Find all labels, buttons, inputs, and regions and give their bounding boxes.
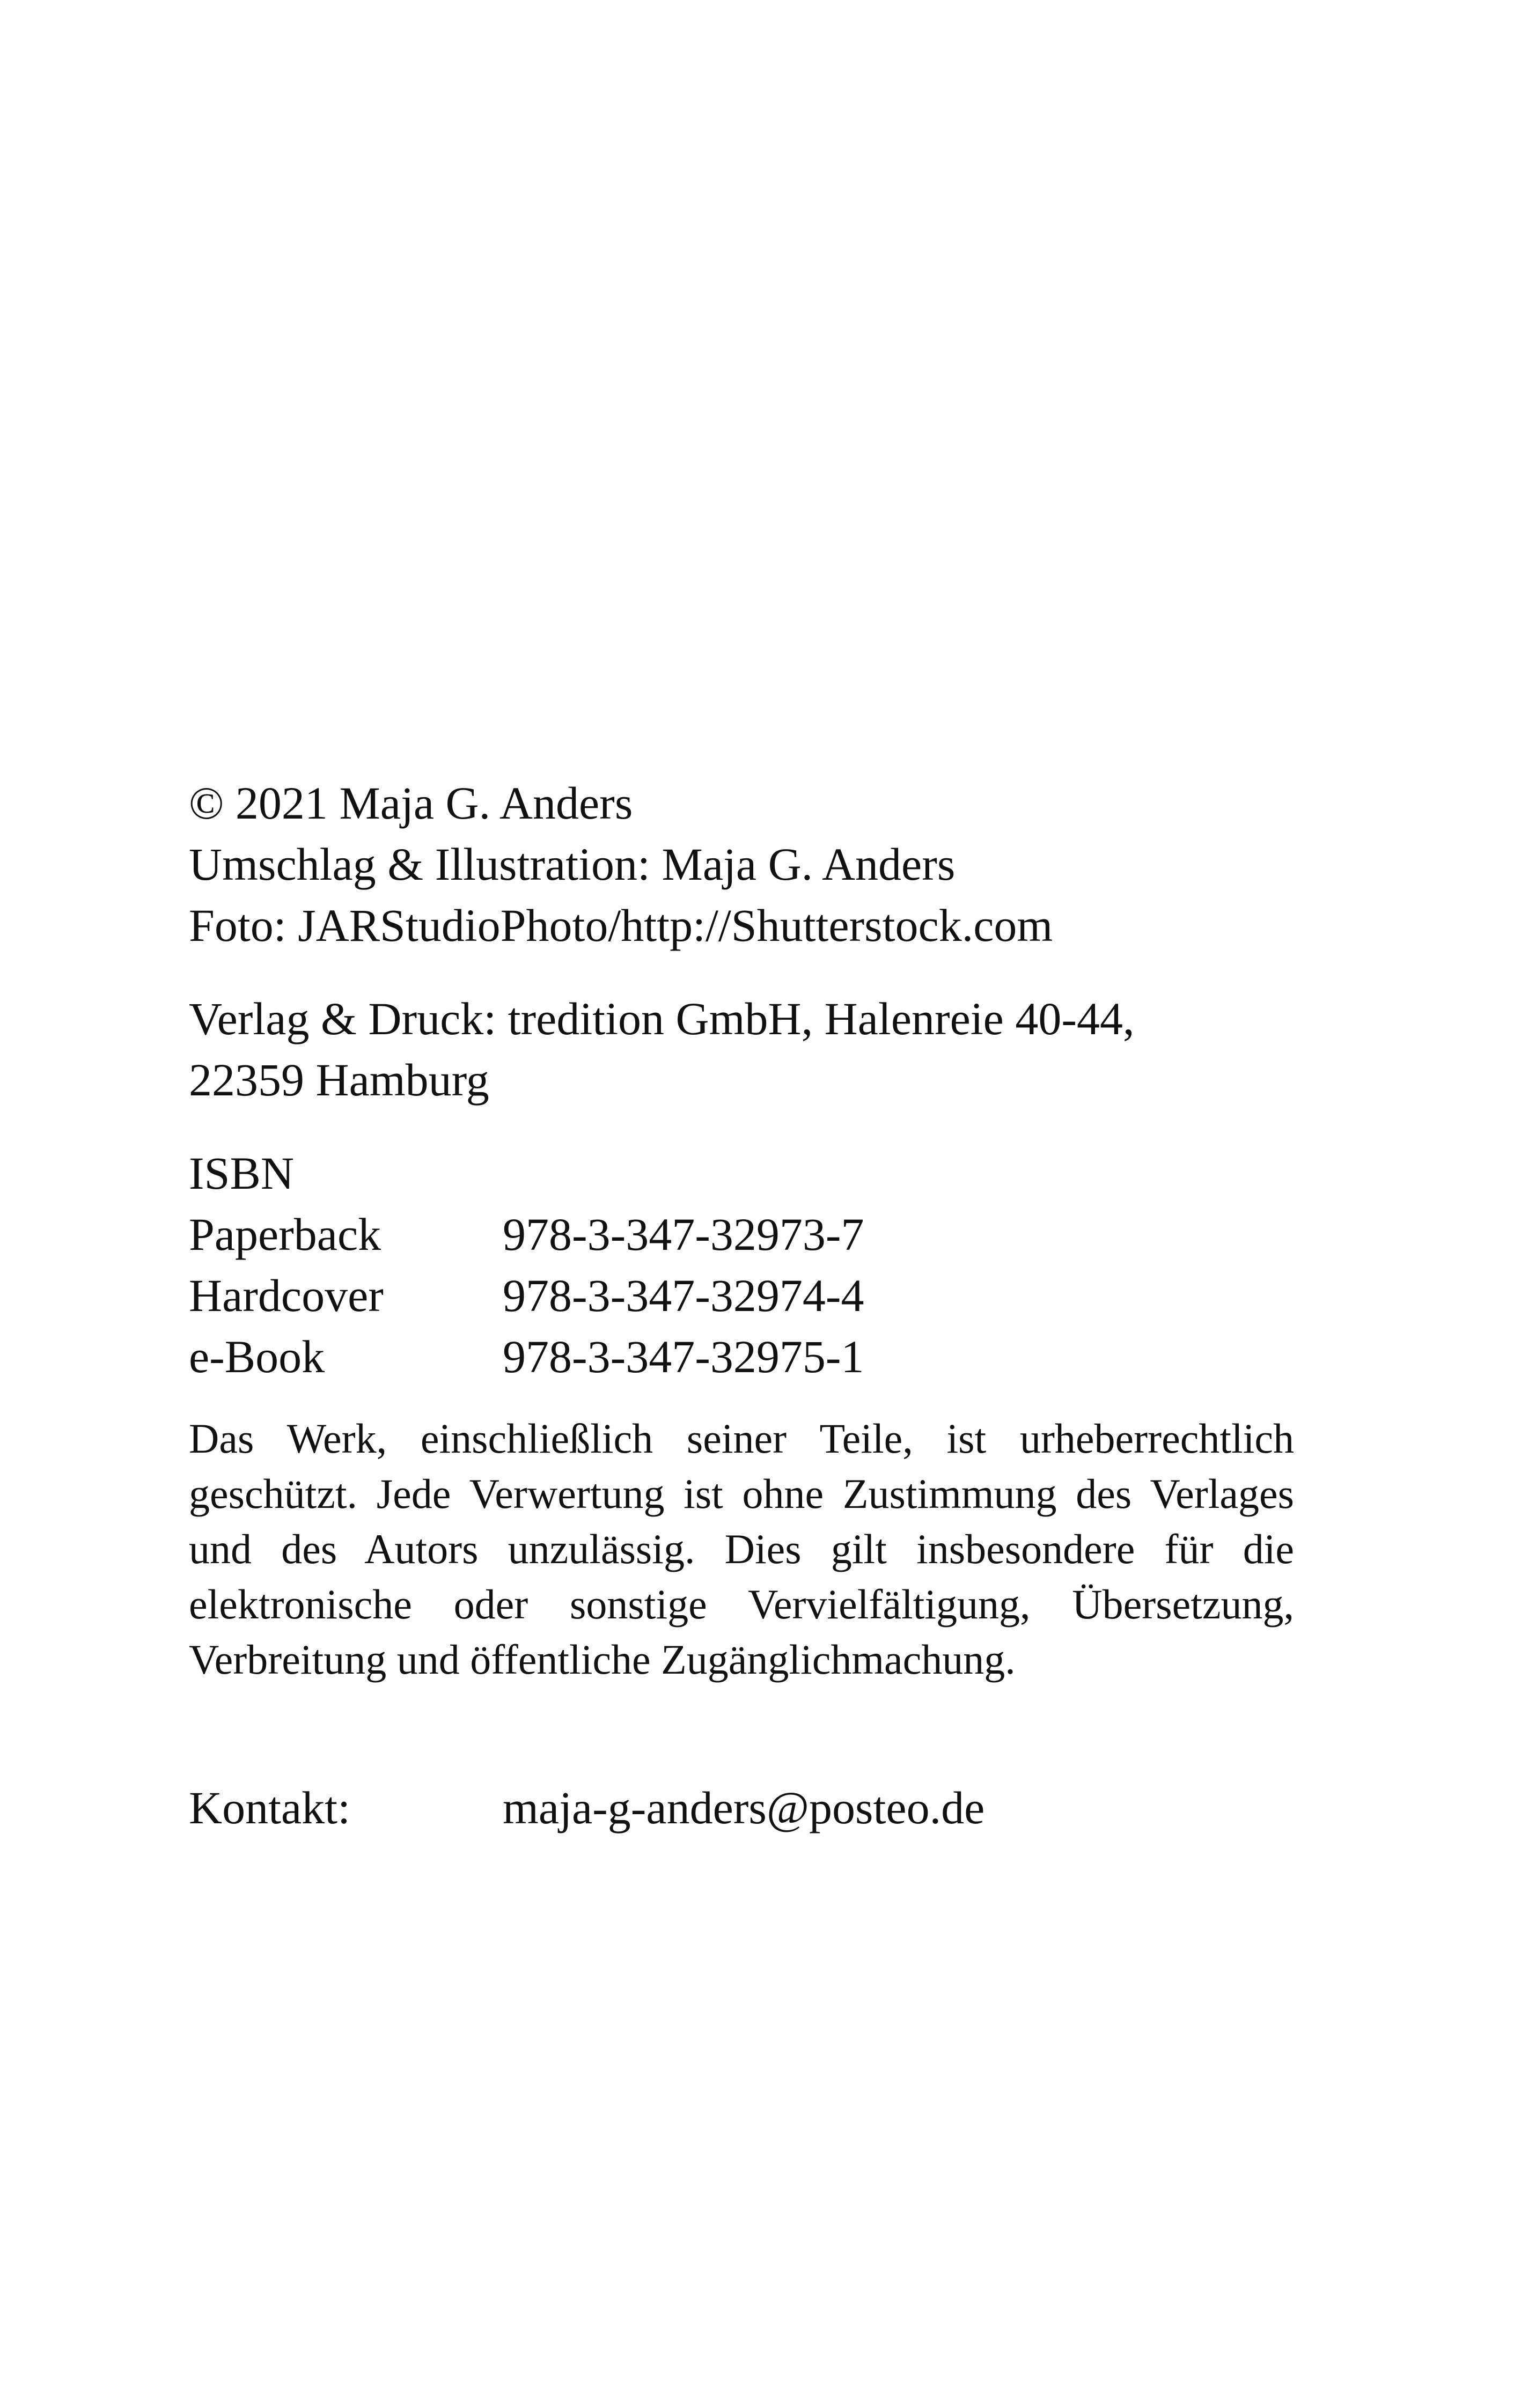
copyright-line: © 2021 Maja G. Anders — [189, 777, 633, 829]
isbn-value: 978-3-347-32973-7 — [503, 1209, 864, 1260]
isbn-value: 978-3-347-32975-1 — [503, 1331, 864, 1382]
isbn-row-ebook — [189, 1326, 1294, 1387]
isbn-value: 978-3-347-32974-4 — [503, 1270, 864, 1321]
isbn-label: Paperback — [189, 1209, 381, 1260]
imprint-page — [189, 772, 1294, 1838]
contact-email: maja-g-anders@posteo.de — [503, 1782, 985, 1833]
publisher-line: Verlag & Druck: tredition GmbH, Halenreie 40-44, — [189, 993, 1135, 1044]
publisher-city-line: 22359 Hamburg — [189, 1054, 489, 1106]
isbn-row-hardcover — [189, 1265, 1294, 1326]
contact-row — [189, 1777, 1294, 1838]
contact-label: Kontakt: — [189, 1782, 350, 1833]
isbn-heading: ISBN — [189, 1147, 294, 1199]
isbn-label: e-Book — [189, 1331, 325, 1382]
publisher-block — [189, 988, 1294, 1110]
isbn-label: Hardcover — [189, 1270, 384, 1321]
photo-credit-line: Foto: JARStudioPhoto/http://Shutterstock.com — [189, 900, 1053, 951]
cover-credit-line: Umschlag & Illustration: Maja G. Anders — [189, 838, 956, 890]
copyright-block — [189, 772, 1294, 956]
isbn-block — [189, 1143, 1294, 1387]
legal-notice: Das Werk, einschließlich seiner Teile, ist urheberrechtlich geschützt. Jede Verwertung ist ohne Zustimmung des Verlages und des Autors unzulässig. Dies gilt insbesondere für die elektronische oder sonstige Vervielfältigung, Übersetzung, Verbreitung und öffentliche Zugänglichmachung. — [189, 1415, 1294, 1683]
isbn-row-paperback — [189, 1204, 1294, 1265]
